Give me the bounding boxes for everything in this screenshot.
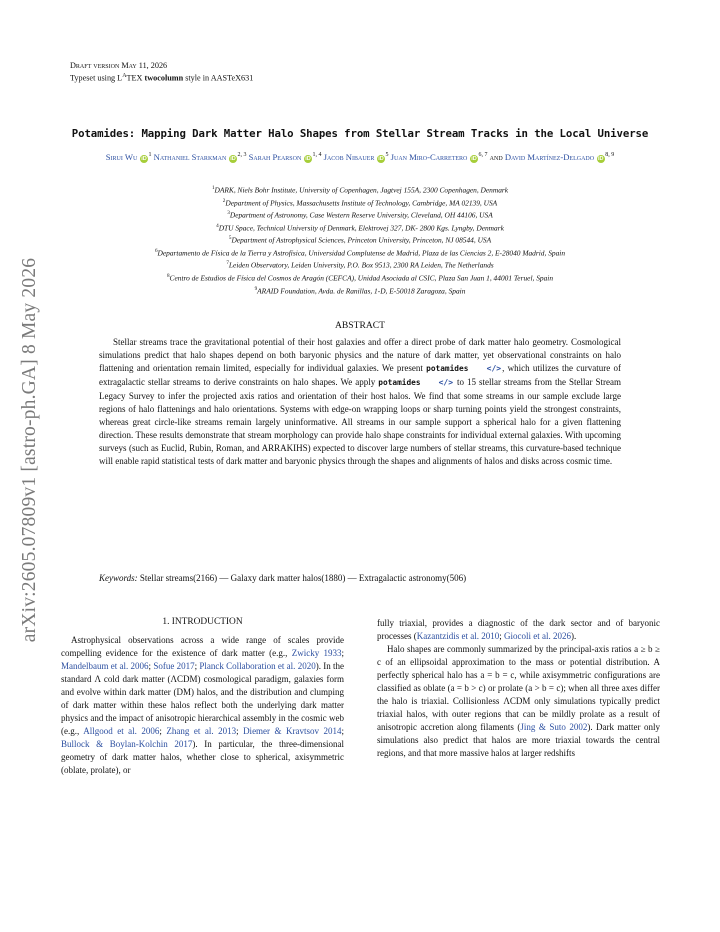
typeset-tex: TEX: [126, 73, 143, 83]
author-affiliation-marker: 1: [148, 152, 152, 158]
citation-link[interactable]: Jing & Suto 2002: [520, 721, 588, 732]
affiliation-list: [50, 183, 670, 296]
body-text: ;: [341, 725, 344, 736]
intro-paragraph-1-continued: [377, 617, 660, 643]
author-affiliation-marker: 5: [385, 152, 389, 158]
affiliation-number: 3: [227, 210, 230, 217]
code-link-icon-2[interactable]: </>: [438, 377, 454, 387]
body-text: ;: [194, 660, 200, 671]
citation-link[interactable]: Diemer & Kravtsov 2014: [243, 725, 342, 736]
intro-left-column: [61, 634, 344, 776]
typeset-latex-a: A: [122, 73, 127, 79]
affiliation-line: [50, 258, 670, 271]
affiliation-number: 1: [211, 185, 215, 191]
author-affiliation-marker: 1, 4: [312, 152, 322, 158]
body-text: ;: [236, 725, 244, 736]
citation-link[interactable]: Allgood et al. 2006: [83, 725, 160, 736]
affiliation-text: DTU Space, Technical University of Denmark, Elektrovej 327, DK- 2800 Kgs. Lyngby, Denmark: [218, 223, 504, 233]
affiliation-number: 7: [226, 260, 229, 267]
paper-title: Potamides: Mapping Dark Matter Halo Shapes from Stellar Stream Tracks in the Local Universe: [71, 127, 649, 140]
body-text: Astrophysical observations across a wide range of scales provide compelling evidence for the existence of dark matter (e.g.,: [61, 635, 344, 658]
citation-link[interactable]: Zwicky 1933: [291, 647, 342, 658]
affiliation-line: [50, 208, 670, 221]
affiliation-text: Departamento de Física de la Tierra y Astrofísica, Universidad Complutense de Madrid, Plaza de las Ciencias 2, E-28040 Madrid, Spain: [157, 248, 566, 258]
body-text: ).: [571, 630, 577, 641]
affiliation-line: [50, 221, 670, 234]
abstract-body: [99, 336, 621, 468]
affiliation-text: DARK, Niels Bohr Institute, University of Copenhagen, Jagtvej 155A, 2300 Copenhagen, Denmark: [214, 185, 509, 195]
intro-paragraph-1: [61, 634, 344, 776]
body-text: ;: [341, 647, 344, 658]
orcid-icon[interactable]: iD: [471, 155, 477, 162]
affiliation-number: 2: [222, 197, 226, 204]
abstract-heading: ABSTRACT: [334, 320, 386, 331]
intro-paragraph-2: [377, 643, 660, 760]
keywords-label: Keywords:: [99, 573, 138, 583]
author-name[interactable]: David Martínez-Delgado: [504, 151, 595, 162]
author-name[interactable]: Sarah Pearson: [248, 151, 302, 162]
affiliation-line: [50, 271, 670, 284]
affiliation-text: Department of Astrophysical Sciences, Princeton University, Princeton, NJ 08544, USA: [231, 235, 492, 245]
body-text: ;: [159, 725, 167, 736]
abstract-part-1: Stellar streams trace the gravitational potential of their host galaxies and offer a direct probe of dark matter halo geometry. Cosmological simulations predict that halo shapes depend on both baryonic physics and the nature of dark matter, yet observational constraints on halo flattening and orientation remain limited, especially for individual galaxies. We present: [99, 337, 621, 373]
draft-version-date: May 11, 2026: [121, 61, 168, 70]
body-text: ). In particular, the three-dimensional geometry of dark matter halos, whether close to spherical, axisymmetric (oblate, prolate), or: [61, 738, 344, 775]
abstract-code-potamides: potamides: [426, 363, 469, 373]
orcid-icon[interactable]: iD: [305, 155, 311, 162]
affiliation-number: 5: [228, 235, 232, 242]
citation-link[interactable]: Zhang et al. 2013: [166, 725, 237, 736]
body-text: ;: [499, 630, 504, 641]
keywords-text: Stellar streams(2166) — Galaxy dark matter halos(1880) — Extragalactic astronomy(506): [139, 573, 467, 583]
body-text: fully triaxial, provides a diagnostic of the dark sector and of baryonic processes (: [377, 618, 660, 641]
citation-link[interactable]: Giocoli et al. 2026: [504, 630, 571, 641]
author-and: and: [487, 151, 505, 162]
affiliation-line: [50, 233, 670, 246]
abstract-part-3: to 15 stellar streams from the Stellar Stream Legacy Survey to infer the projected axis ratios and orientation of their host halos. We find that some streams in our sample exclude large regions of halo flattenings and halo orientations. Systems with edge-on wrapping loops or sharp turning points yield the strongest constraints, whereas great circle-like streams remain largely uninformative. All streams in our sample support a spherical halo for a given flattening direction. These results demonstrate that stream morphology can provide halo shape constraints for individual external galaxies. With upcoming surveys (such as Euclid, Rubin, Roman, and ARRAKIHS) expected to discover large numbers of stellar streams, this curvature-based technique will enable rapid statistical tests of dark matter and baryonic physics through the shapes and alignments of halos and disks across cosmic time.: [99, 376, 621, 466]
affiliation-line: [50, 246, 670, 259]
affiliation-text: ARAID Foundation, Avda. de Ranillas, 1-D, E-50018 Zaragoza, Spain: [257, 285, 466, 295]
typeset-prefix: Typeset using L: [70, 73, 123, 83]
citation-link[interactable]: Bullock & Boylan-Kolchin 2017: [61, 738, 193, 749]
affiliation-number: 9: [254, 285, 258, 292]
affiliation-line: [50, 196, 670, 209]
author-affiliation-marker: 6, 7: [478, 152, 488, 158]
affiliation-text: Department of Physics, Massachusetts Institute of Technology, Cambridge, MA 02139, USA: [225, 198, 498, 208]
orcid-icon[interactable]: iD: [598, 155, 604, 162]
author-name[interactable]: Juan Miro-Carretero: [390, 151, 468, 162]
affiliation-line: [50, 284, 670, 297]
affiliation-text: Leiden Observatory, Leiden University, P.O. Box 9513, 2300 RA Leiden, The Netherlands: [228, 260, 494, 270]
arxiv-id-text: arXiv:2605.07809v1 [astro-ph.GA] 8 May 2026: [19, 257, 40, 643]
affiliation-number: 8: [166, 272, 170, 279]
typeset-style-name: twocolumn: [144, 73, 184, 83]
citation-link[interactable]: Mandelbaum et al. 2006: [61, 660, 149, 671]
abstract-part-2: , which utilizes the curvature of extragalactic stellar streams to derive constraints on halo shapes. We apply: [99, 362, 621, 387]
affiliation-line: [50, 183, 670, 196]
author-affiliation-marker: 2, 3: [237, 152, 247, 158]
author-list: [58, 149, 662, 163]
keywords-line: [99, 573, 621, 583]
affiliation-number: 6: [154, 247, 158, 254]
body-text: Halo shapes are commonly summarized by the principal-axis ratios a ≥ b ≥ c of an ellipsoidal approximation to the mass or potential distribution. A perfectly spherical halo has a = b = c, while axisymmetric configurations are classified as oblate (a = b > c) or prolate (a > b = c); when all three axes differ the halo is triaxial. Collisionless ΛCDM only simulations typically predict triaxial halos, with outer regions that can be mildly prolate as a result of anisotropic accretion along filaments (: [377, 643, 660, 732]
orcid-icon[interactable]: iD: [378, 155, 384, 162]
citation-link[interactable]: Sofue 2017: [153, 660, 195, 671]
citation-link[interactable]: Kazantzidis et al. 2010: [416, 630, 500, 641]
affiliation-number: 4: [216, 222, 219, 229]
draft-header: [70, 60, 253, 84]
body-text: ). In the standard Λ cold dark matter (ΛCDM) cosmological paradigm, galaxies form and evolve within dark matter (DM) halos, and the distribution and clumping of dark matter within these halos reflect both the underlying dark matter physics and the impact of anisotropic hierarchical assembly in the cosmic web (e.g.,: [61, 660, 344, 736]
author-name[interactable]: Nathaniel Starkman: [153, 151, 227, 162]
typeset-line: [70, 71, 253, 84]
arxiv-sidebar-id: [8, 215, 52, 685]
section-heading-introduction: 1. INTRODUCTION: [162, 617, 243, 627]
author-affiliation-marker: 8, 9: [605, 152, 615, 158]
draft-version-prefix: Draft version: [70, 61, 120, 70]
intro-right-column: [377, 617, 660, 759]
author-name[interactable]: Jacob Nibauer: [323, 151, 375, 162]
draft-version-line: [70, 60, 253, 71]
orcid-icon[interactable]: iD: [230, 155, 236, 162]
code-link-icon[interactable]: </>: [486, 363, 502, 373]
author-name[interactable]: Sirui Wu: [105, 151, 138, 162]
citation-link[interactable]: Planck Collaboration et al. 2020: [199, 660, 316, 671]
body-text: ;: [148, 660, 154, 671]
affiliation-text: Department of Astronomy, Case Western Reserve University, Cleveland, OH 44106, USA: [229, 210, 493, 220]
body-text: ). Dark matter only simulations also predict that halos are more triaxial towards the central regions, and that more massive halos at larger redshifts: [377, 721, 660, 758]
orcid-icon[interactable]: iD: [141, 155, 147, 162]
abstract-code-potamides-2: potamides: [378, 377, 421, 387]
typeset-suffix: style in AASTeX631: [185, 73, 254, 83]
affiliation-text: Centro de Estudios de Física del Cosmos de Aragón (CEFCA), Unidad Asociada al CSIC, Plaza San Juan 1, 44001 Teruel, Spain: [169, 273, 554, 283]
